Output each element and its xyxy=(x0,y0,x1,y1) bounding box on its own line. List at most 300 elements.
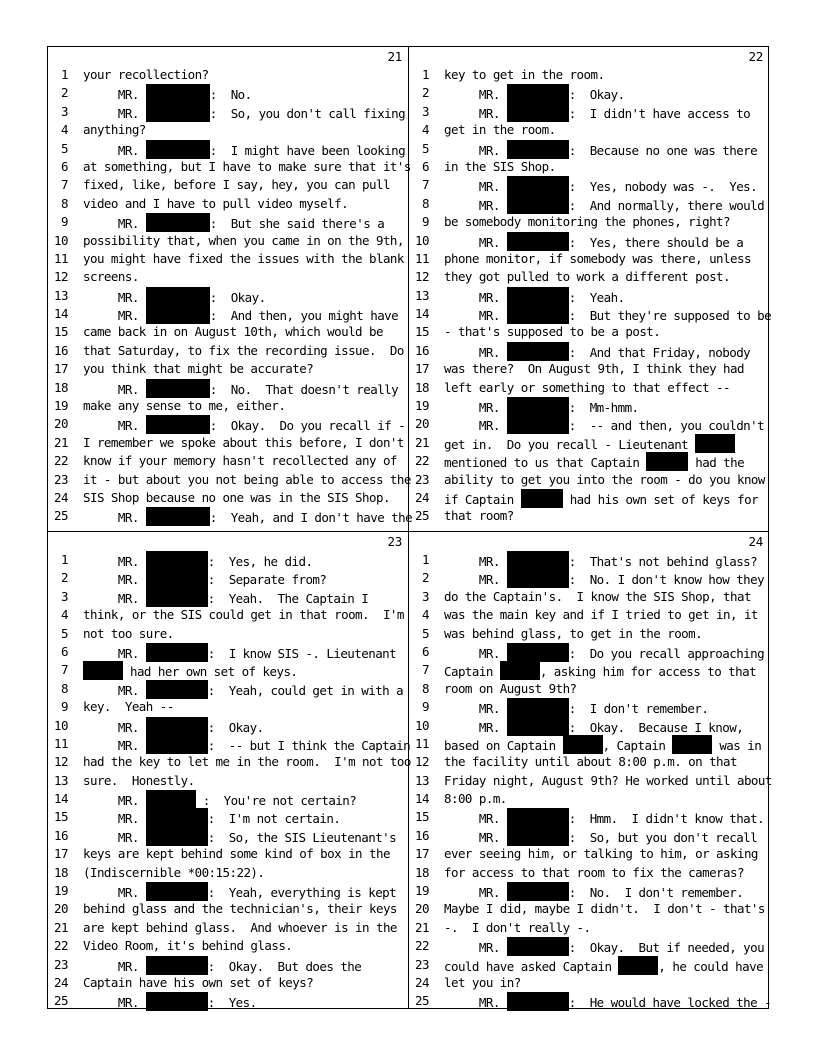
line-text xyxy=(444,551,757,571)
line-text xyxy=(444,489,758,509)
redaction-box xyxy=(146,379,210,398)
line-text xyxy=(444,956,763,976)
text-segment: left early or something to that effect -- xyxy=(444,379,731,395)
text-segment: MR. xyxy=(83,645,146,661)
text-segment: for access to that room to fix the cameras? xyxy=(444,864,744,880)
text-segment: phone monitor, if somebody was there, unless xyxy=(444,250,751,266)
line-number: 6 xyxy=(422,158,429,174)
text-segment: not too sure. xyxy=(83,625,174,641)
redaction-box xyxy=(507,415,569,434)
line-text xyxy=(444,232,743,252)
line-number: 21 xyxy=(54,434,68,450)
redaction-box xyxy=(146,305,210,324)
page-number: 23 xyxy=(387,534,402,549)
text-segment: MR. xyxy=(83,418,146,434)
line-number: 16 xyxy=(415,342,429,358)
redaction-box xyxy=(507,195,569,214)
transcript-line xyxy=(409,827,769,845)
line-text xyxy=(83,103,405,123)
text-segment: MR. xyxy=(83,682,146,698)
line-text xyxy=(444,845,758,863)
line-text xyxy=(83,140,405,160)
redaction-box xyxy=(146,507,210,526)
line-number: 12 xyxy=(54,754,68,770)
redaction-box xyxy=(521,489,563,508)
text-segment: : I know SIS -. Lieutenant xyxy=(207,645,397,661)
text-segment: : No. I don't know how they xyxy=(568,572,765,588)
text-segment: do the Captain's. I know the SIS Shop, that xyxy=(444,588,751,604)
line-text xyxy=(444,698,708,718)
transcript-line xyxy=(48,121,408,139)
line-number: 20 xyxy=(415,416,429,432)
redaction-box xyxy=(507,140,569,159)
transcript-line xyxy=(409,588,769,606)
transcript-line xyxy=(48,937,408,955)
text-segment: MR. xyxy=(444,344,507,360)
transcript-line xyxy=(409,103,769,121)
transcript-line xyxy=(409,434,769,452)
line-text xyxy=(83,588,368,608)
line-text xyxy=(444,827,757,847)
text-segment: : So, the SIS Lieutenant's xyxy=(207,829,397,845)
transcript-line xyxy=(48,379,408,397)
transcript-line xyxy=(409,974,769,992)
redaction-box xyxy=(146,569,208,588)
line-text xyxy=(444,158,556,176)
text-segment: came back in on August 10th, which would be xyxy=(83,324,383,340)
line-number: 4 xyxy=(422,607,429,623)
redaction-box xyxy=(507,551,569,570)
text-segment: MR. xyxy=(444,197,507,213)
line-number: 8 xyxy=(422,680,429,696)
line-number: 3 xyxy=(422,103,429,119)
text-segment: MR. xyxy=(444,829,507,845)
line-text xyxy=(444,882,743,902)
line-number: 5 xyxy=(422,625,429,641)
text-segment: : No. That doesn't really xyxy=(209,381,399,397)
text-segment: had his own set of keys for xyxy=(562,491,759,507)
text-segment: had the xyxy=(688,455,745,471)
transcript-line xyxy=(48,772,408,790)
transcript-line xyxy=(409,471,769,489)
transcript-page-22 xyxy=(409,47,772,531)
text-segment: fixed, like, before I say, hey, you can pull xyxy=(83,177,390,193)
transcript-page-23 xyxy=(48,532,411,1016)
line-number: 13 xyxy=(54,772,68,788)
page-lines xyxy=(409,551,772,1011)
transcript-page-24 xyxy=(409,532,772,1016)
line-number: 1 xyxy=(61,67,68,82)
transcript-line xyxy=(409,551,769,569)
transcript-line xyxy=(48,974,408,992)
line-text xyxy=(444,507,514,525)
redaction-box xyxy=(507,569,569,588)
transcript-line xyxy=(409,360,769,378)
line-text xyxy=(83,360,313,378)
line-number: 13 xyxy=(415,772,429,788)
line-number: 4 xyxy=(422,122,429,138)
line-number: 18 xyxy=(415,864,429,880)
text-segment: MR. xyxy=(83,885,146,901)
transcript-line xyxy=(48,158,411,176)
line-text xyxy=(444,661,756,681)
line-text xyxy=(444,213,730,231)
text-segment: : But they're supposed to be xyxy=(568,308,772,324)
transcript-line xyxy=(409,643,769,661)
line-text xyxy=(83,937,292,955)
text-segment: : You're not certain? xyxy=(195,793,357,809)
transcript-line xyxy=(48,213,408,231)
line-number: 24 xyxy=(54,974,68,990)
transcript-line xyxy=(409,305,772,324)
transcript-line xyxy=(48,342,408,360)
line-number: 10 xyxy=(54,232,68,248)
transcript-line xyxy=(48,551,408,569)
transcript-line xyxy=(409,900,769,918)
line-text xyxy=(83,397,285,415)
text-segment: MR. xyxy=(444,701,507,717)
transcript-line xyxy=(48,250,408,268)
line-text xyxy=(83,992,257,1012)
line-number: 3 xyxy=(422,588,429,604)
text-segment: MR. xyxy=(444,289,507,305)
line-number: 13 xyxy=(54,287,68,303)
text-segment: MR. xyxy=(83,381,146,397)
text-segment: MR. xyxy=(444,308,507,324)
line-text xyxy=(83,121,146,139)
transcript-line xyxy=(48,717,408,735)
line-text xyxy=(83,735,410,755)
line-text xyxy=(444,937,764,957)
transcript-page-21 xyxy=(48,47,413,531)
transcript-line xyxy=(48,176,408,194)
line-number: 22 xyxy=(54,938,68,954)
line-number: 21 xyxy=(415,919,429,935)
text-segment: that Saturday, to fix the recording issue. Do xyxy=(83,342,404,358)
transcript-line xyxy=(409,882,769,900)
text-segment: SIS Shop because no one was in the SIS Shop. xyxy=(83,489,390,505)
line-text xyxy=(444,992,771,1012)
transcript-line xyxy=(48,415,408,433)
line-text xyxy=(83,305,398,325)
line-text xyxy=(83,753,411,771)
redaction-box xyxy=(507,808,569,827)
text-segment: room on August 9th? xyxy=(444,680,577,696)
line-text xyxy=(444,397,639,417)
transcript-line xyxy=(409,753,769,771)
line-text xyxy=(83,213,384,233)
transcript-line xyxy=(409,489,769,507)
line-number: 1 xyxy=(422,552,429,567)
line-number: 9 xyxy=(422,699,429,715)
line-text xyxy=(83,808,340,828)
text-segment: screens. xyxy=(83,269,139,285)
line-number: 11 xyxy=(415,735,429,751)
line-text xyxy=(83,864,264,882)
transcript-line xyxy=(409,84,769,102)
redaction-box xyxy=(507,882,569,901)
page-number: 24 xyxy=(748,534,763,549)
line-text xyxy=(444,434,735,454)
text-segment: Video Room, it's behind glass. xyxy=(83,938,293,954)
redaction-box xyxy=(146,827,208,846)
line-number: 7 xyxy=(61,662,68,678)
transcript-line xyxy=(48,808,408,826)
line-text xyxy=(83,900,397,918)
text-segment: it - but about you not being able to access the xyxy=(83,471,411,487)
line-text xyxy=(444,735,761,755)
line-text xyxy=(83,606,404,624)
redaction-box xyxy=(83,661,123,680)
text-segment: MR. xyxy=(83,829,146,845)
line-number: 18 xyxy=(54,864,68,880)
text-segment: Friday night, August 9th? He worked until about xyxy=(444,772,772,788)
line-number: 15 xyxy=(415,324,429,340)
text-segment: : But she said there's a xyxy=(209,216,385,232)
transcript-line xyxy=(409,140,769,158)
text-segment: in the SIS Shop. xyxy=(444,158,556,174)
line-text xyxy=(444,287,625,307)
line-text xyxy=(83,698,174,716)
line-text xyxy=(444,103,750,123)
line-number: 7 xyxy=(61,177,68,193)
line-number: 3 xyxy=(61,588,68,604)
text-segment: if Captain xyxy=(444,491,521,507)
line-text xyxy=(444,772,772,790)
text-segment: could have asked Captain xyxy=(444,958,619,974)
line-text xyxy=(83,827,396,847)
redaction-box xyxy=(146,103,210,122)
line-text xyxy=(83,489,390,507)
redaction-box xyxy=(507,232,569,251)
redaction-box xyxy=(146,588,208,607)
transcript-line xyxy=(48,569,408,587)
text-segment: : Okay. Do you recall if - xyxy=(209,418,406,434)
text-segment: you think that might be accurate? xyxy=(83,361,314,377)
transcript-line xyxy=(48,452,408,470)
transcript-line xyxy=(409,956,769,974)
line-number: 25 xyxy=(415,508,429,524)
line-text xyxy=(444,717,743,737)
text-segment: keys are kept behind some kind of box in the xyxy=(83,846,390,862)
line-number: 6 xyxy=(61,643,68,659)
text-segment: : Separate from? xyxy=(207,572,327,588)
line-number: 17 xyxy=(415,361,429,377)
line-number: 10 xyxy=(54,717,68,733)
text-segment: MR. xyxy=(83,142,146,158)
line-text xyxy=(83,268,139,286)
line-text xyxy=(444,250,751,268)
line-number: 20 xyxy=(54,901,68,917)
text-segment: : Mm-hmm. xyxy=(568,400,639,416)
line-number: 5 xyxy=(61,140,68,156)
transcript-line xyxy=(409,937,769,955)
redaction-box xyxy=(507,992,569,1011)
line-number: 2 xyxy=(61,570,68,586)
page-lines xyxy=(48,66,413,526)
line-text xyxy=(444,900,765,918)
text-segment: you might have fixed the issues with the blank xyxy=(83,250,404,266)
text-segment: : Do you recall approaching xyxy=(568,645,765,661)
text-segment: MR. xyxy=(83,572,146,588)
page-number: 22 xyxy=(748,49,763,64)
line-text xyxy=(444,84,625,104)
transcript-line xyxy=(409,415,769,433)
redaction-box xyxy=(146,680,208,699)
text-segment: MR. xyxy=(83,811,146,827)
transcript-line xyxy=(409,845,769,863)
line-number: 19 xyxy=(54,883,68,899)
redaction-box xyxy=(146,790,196,809)
text-segment: MR. xyxy=(444,940,507,956)
transcript-line xyxy=(409,287,769,305)
line-number: 15 xyxy=(54,324,68,340)
text-segment: had the key to let me in the room. I'm not too xyxy=(83,754,411,770)
transcript-line xyxy=(48,606,408,624)
transcript-line xyxy=(48,84,408,102)
line-text xyxy=(444,121,556,139)
text-segment: MR. xyxy=(83,216,146,232)
text-segment: MR. xyxy=(444,142,507,158)
line-text xyxy=(444,680,577,698)
text-segment: : Yeah, could get in with a xyxy=(207,682,404,698)
text-segment: let you in? xyxy=(444,974,521,990)
line-text xyxy=(444,140,757,160)
redaction-box xyxy=(507,176,569,195)
transcript-line xyxy=(48,323,408,341)
text-segment: MR. xyxy=(444,400,507,416)
line-number: 14 xyxy=(415,791,429,807)
text-segment: MR. xyxy=(83,719,146,735)
line-text xyxy=(83,680,403,700)
line-text xyxy=(83,287,266,307)
text-segment: : Okay. xyxy=(209,289,266,305)
line-number: 19 xyxy=(415,883,429,899)
transcript-line xyxy=(409,268,769,286)
line-text xyxy=(83,956,361,976)
text-segment: get in the room. xyxy=(444,122,556,138)
line-text xyxy=(83,625,174,643)
line-number: 11 xyxy=(54,250,68,266)
line-text xyxy=(83,471,411,489)
text-segment: your recollection? xyxy=(83,67,209,82)
transcript-line xyxy=(409,808,769,826)
line-number: 8 xyxy=(422,195,429,211)
line-number: 13 xyxy=(415,287,429,303)
line-text xyxy=(83,176,390,194)
text-segment: MR. xyxy=(83,793,146,809)
transcript-line xyxy=(48,919,408,937)
line-text xyxy=(83,772,195,790)
line-text xyxy=(83,569,326,589)
line-text xyxy=(444,195,764,215)
line-number: 14 xyxy=(54,791,68,807)
transcript-line xyxy=(48,305,408,323)
redaction-box xyxy=(146,956,208,975)
transcript-line xyxy=(48,471,411,489)
transcript-line xyxy=(48,753,411,771)
line-number: 19 xyxy=(54,398,68,414)
transcript-line xyxy=(48,140,408,158)
line-text xyxy=(83,882,396,902)
text-segment: MR. xyxy=(444,418,507,434)
redaction-box xyxy=(146,735,208,754)
line-text xyxy=(83,661,297,681)
text-segment: ability to get you into the room - do you know xyxy=(444,471,765,487)
line-number: 18 xyxy=(54,379,68,395)
text-segment: : So, but you don't recall xyxy=(568,829,758,845)
transcript-line xyxy=(48,698,408,716)
transcript-line xyxy=(48,66,408,84)
line-number: 16 xyxy=(54,342,68,358)
line-number: 24 xyxy=(415,489,429,505)
line-text xyxy=(444,342,750,362)
redaction-box xyxy=(146,287,210,306)
redaction-box xyxy=(507,342,569,361)
line-number: 12 xyxy=(415,269,429,285)
transcript-line xyxy=(409,698,769,716)
redaction-box xyxy=(507,643,569,662)
line-number: 11 xyxy=(54,735,68,751)
line-number: 10 xyxy=(415,717,429,733)
text-segment: MR. xyxy=(444,234,507,250)
text-segment: MR. xyxy=(444,995,507,1011)
text-segment: , Captain xyxy=(602,737,673,753)
redaction-box xyxy=(646,452,688,471)
text-segment: was the main key and if I tried to get in, it xyxy=(444,607,758,623)
text-segment: - that's supposed to be a post. xyxy=(444,324,661,340)
transcript-line xyxy=(409,992,772,1011)
line-number: 22 xyxy=(415,938,429,954)
transcript-line xyxy=(409,342,769,360)
text-segment: : No. xyxy=(209,87,252,103)
transcript-line xyxy=(48,489,408,507)
line-number: 14 xyxy=(54,306,68,322)
line-text xyxy=(444,360,744,378)
line-number: 14 xyxy=(415,306,429,322)
line-text xyxy=(444,66,604,84)
transcript-line xyxy=(48,661,408,679)
page-lines xyxy=(409,66,772,526)
line-text xyxy=(83,452,397,470)
line-text xyxy=(444,379,730,397)
text-segment: at something, but I have to make sure that it's xyxy=(83,158,411,174)
line-text xyxy=(444,919,591,937)
transcript-line xyxy=(48,103,408,121)
line-text xyxy=(83,415,405,435)
redaction-box xyxy=(507,103,569,122)
redaction-box xyxy=(146,717,208,736)
text-segment: : That's not behind glass? xyxy=(568,554,758,569)
text-segment: MR. xyxy=(83,289,146,305)
text-segment: key to get in the room. xyxy=(444,67,605,82)
transcript-line xyxy=(48,195,408,213)
line-number: 22 xyxy=(54,453,68,469)
line-number: 5 xyxy=(61,625,68,641)
line-number: 24 xyxy=(415,974,429,990)
transcript-line xyxy=(48,680,408,698)
text-segment: MR. xyxy=(444,645,507,661)
line-text xyxy=(83,551,312,571)
line-text xyxy=(83,158,411,176)
line-text xyxy=(444,588,751,606)
text-segment: : I don't remember. xyxy=(568,701,709,717)
text-segment: MR. xyxy=(83,737,146,753)
line-text xyxy=(83,84,252,104)
line-text xyxy=(444,268,730,286)
text-segment: was there? On August 9th, I think they had xyxy=(444,361,744,377)
text-segment: MR. xyxy=(444,554,507,569)
